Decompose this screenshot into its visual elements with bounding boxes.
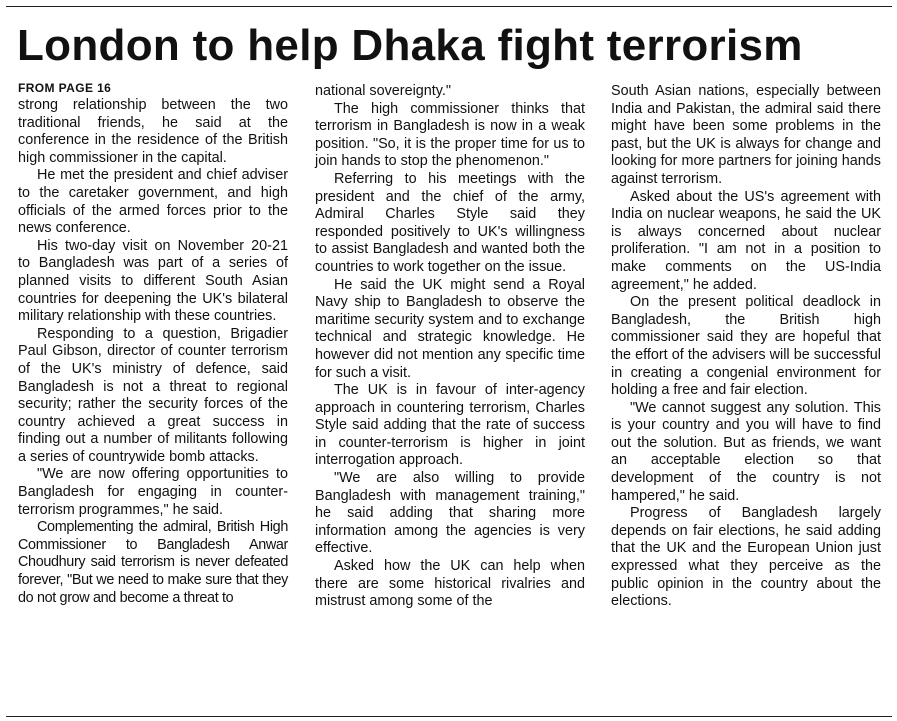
paragraph: Asked how the UK can help when there are some historical rivalries and mistrust among some of the <box>315 558 585 610</box>
paragraph: national sovereignty." <box>315 83 452 99</box>
paragraph: He met the president and chief adviser to the caretaker government, and high officials of the armed forces prior to the news conference. <box>18 167 288 237</box>
paragraph: Referring to his meetings with the president and the chief of the army, Admiral Charles Style said they responded positively to UK's willingness to assist Bangladesh and wanted both the countries to work together on the issue. <box>315 170 585 275</box>
paragraph: Progress of Bangladesh largely depends on fair elections, he said adding that the UK and the European Union just expressed what they perceive as the public opinion in the country about the elections. <box>611 505 881 610</box>
paragraph: South Asian nations, especially between India and Pakistan, the admiral said there might have been some problems in the past, but the UK is always for change and looking for more partners for joining hands against terrorism. <box>611 83 881 187</box>
paragraph: He said the UK might send a Royal Navy ship to Bangladesh to observe the maritime security system and to exchange technical and strategic knowledge. He however did not mention any specific time for such a visit. <box>315 276 585 381</box>
paragraph: Responding to a question, Brigadier Paul Gibson, director of counter terrorism of the UK's ministry of defence, said Bangladesh is not a threat to regional security; rather the security forces of the country achieved a great success in finding out a number of militants following a series of countrywide bomb attacks. <box>18 325 288 465</box>
article-column-2 <box>315 83 585 611</box>
article-column-1 <box>18 80 288 607</box>
paragraph: "We are now offering opportunities to Bangladesh for engaging in counter-terrorism programmes," he said. <box>18 466 288 518</box>
headline: London to help Dhaka fight terrorism <box>17 21 803 70</box>
paragraph: "We cannot suggest any solution. This is your country and you will have to find out the solution. But as friends, we want an acceptable election so that development of the country is not hampered," he said. <box>611 399 881 504</box>
paragraph: The UK is in favour of inter-agency approach in countering terrorism, Charles Style said adding that the rate of success in counter-terrorism is higher in joint interrogation approach. <box>315 382 585 469</box>
paragraph: "We are also willing to provide Bangladesh with management training," he said adding that sharing more information among the agencies is very effective. <box>315 470 585 557</box>
paragraph: His two-day visit on November 20-21 to Bangladesh was part of a series of planned visits to different South Asian countries for deepening the UK's bilateral military relationship with these countries. <box>18 237 288 325</box>
paragraph: strong relationship between the two traditional friends, he said at the conference in the residence of the British high commissioner in the capital. <box>18 97 288 166</box>
continuation-label: FROM PAGE 16 <box>18 81 112 95</box>
paragraph: The high commissioner thinks that terrorism in Bangladesh is now in a weak position. "So, it is the proper time for us to join hands to stop the phenomenon." <box>315 100 585 170</box>
paragraph: Complementing the admiral, British High Commissioner to Bangladesh Anwar Choudhury said terrorism is never defeated forever, "But we need to make sure that they do not grow and become a threat to <box>18 519 288 606</box>
paragraph: On the present political deadlock in Bangladesh, the British high commissioner said they are hopeful that the effort of the advisers will be successful in creating a congenial environment for holding a free and fair election. <box>611 294 881 399</box>
bottom-rule <box>6 716 892 717</box>
article-column-3 <box>611 83 881 611</box>
top-rule <box>6 6 892 7</box>
paragraph: Asked about the US's agreement with India on nuclear weapons, he said the UK is always concerned about nuclear proliferation. "I am not in a position to make comments on the US-India agreement," he added. <box>611 188 881 293</box>
